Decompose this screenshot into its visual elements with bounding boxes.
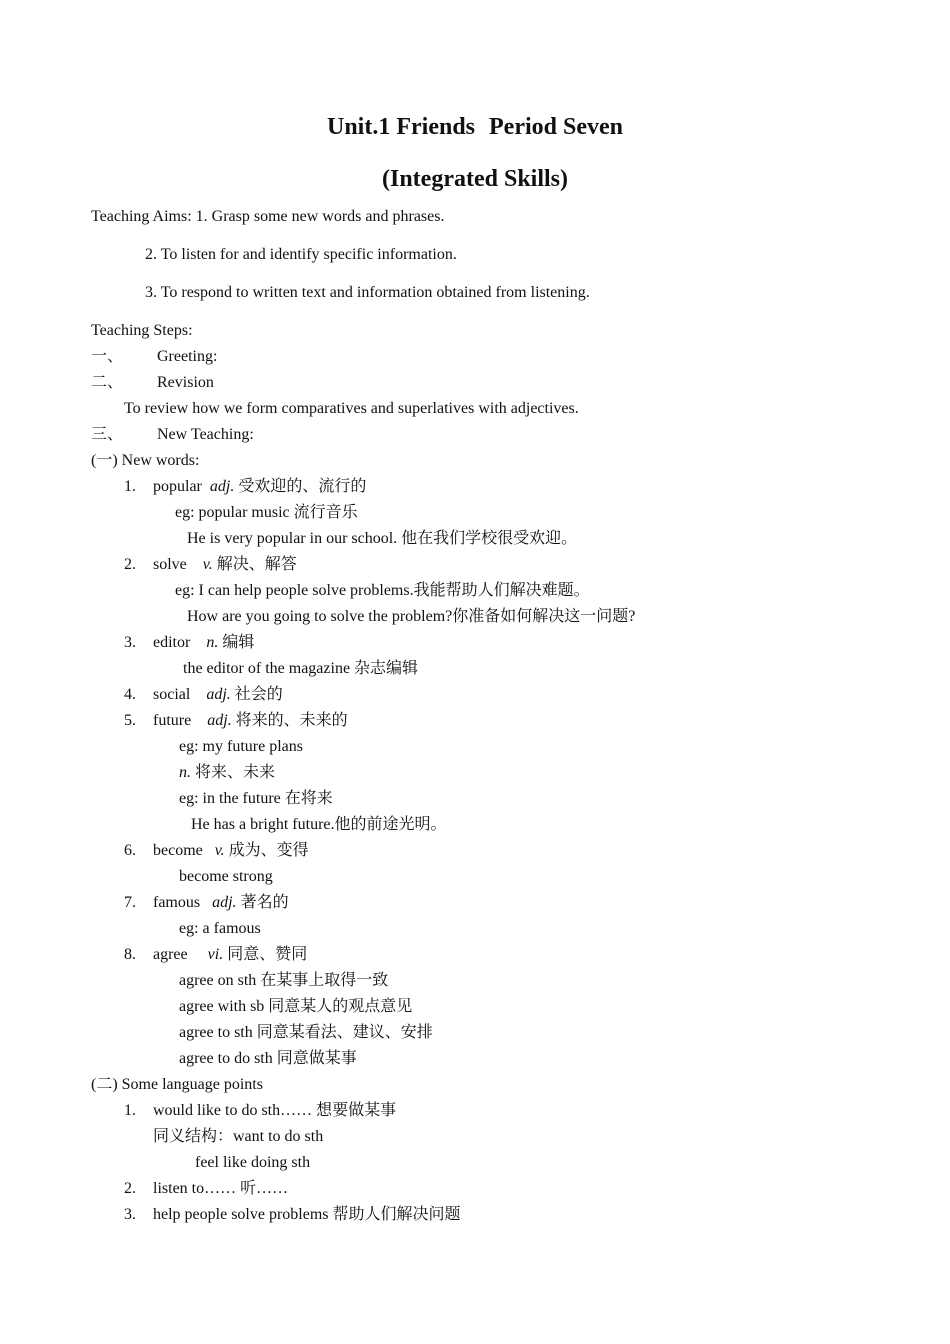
word-1-term: popular <box>153 478 202 495</box>
step-3-num: 三、 <box>91 426 124 443</box>
word-3-pos: n. <box>206 634 219 651</box>
step-3-text: New Teaching: <box>157 426 254 443</box>
word-6-example-1: become strong <box>179 868 273 885</box>
word-2-pos: v. <box>202 556 213 573</box>
word-6-term: become <box>153 842 203 859</box>
language-points-header: (二) Some language points <box>91 1076 263 1093</box>
point-1-synonym-1: 同义结构：want to do sth <box>153 1128 324 1145</box>
word-6-meaning: 成为、变得 <box>228 842 309 859</box>
word-5-example-3: He has a bright future.他的前途光明。 <box>191 816 447 833</box>
point-3-text: help people solve problems 帮助人们解决问题 <box>153 1206 461 1223</box>
word-1-entry <box>153 477 366 497</box>
word-2-example-1: eg: I can help people solve problems.我能帮助人们解决难题。 <box>175 582 590 599</box>
word-5-meaning: 将来的、未来的 <box>235 712 348 729</box>
word-3-meaning: 编辑 <box>222 634 255 651</box>
word-8-num: 8. <box>124 946 136 963</box>
word-4-num: 4. <box>124 686 136 703</box>
word-2-entry <box>153 555 297 575</box>
steps-label: Teaching Steps: <box>91 322 193 339</box>
aim-2: 2. To listen for and identify specific information. <box>145 246 457 263</box>
word-8-example-1: agree on sth 在某事上取得一致 <box>179 972 389 989</box>
step-1-text: Greeting: <box>157 348 218 365</box>
word-5-entry <box>153 711 348 731</box>
teaching-aims <box>91 207 444 227</box>
step-2-detail: To review how we form comparatives and superlatives with adjectives. <box>124 400 579 417</box>
word-7-term: famous <box>153 894 201 911</box>
aim-3: 3. To respond to written text and information obtained from listening. <box>145 284 590 301</box>
word-7-meaning: 著名的 <box>240 894 289 911</box>
word-8-example-2: agree with sb 同意某人的观点意见 <box>179 998 413 1015</box>
word-7-pos: adj. <box>212 894 237 911</box>
word-8-meaning: 同意、赞同 <box>227 946 308 963</box>
word-5-noun-sense <box>179 763 275 783</box>
step-2-num: 二、 <box>91 374 124 391</box>
aims-label: Teaching Aims: <box>91 208 192 225</box>
word-7-num: 7. <box>124 894 136 911</box>
word-5-term: future <box>153 712 192 729</box>
word-3-entry <box>153 633 254 653</box>
step-2-text: Revision <box>157 374 214 391</box>
word-5-example-1: eg: my future plans <box>179 738 303 755</box>
word-4-pos: adj. <box>206 686 231 703</box>
step-1-num: 一、 <box>91 348 124 365</box>
title-unit: Unit.1 Friends <box>327 114 476 140</box>
word-1-meaning: 受欢迎的、流行的 <box>238 478 367 495</box>
page-subtitle: (Integrated Skills) <box>382 166 568 192</box>
word-4-meaning: 社会的 <box>234 686 283 703</box>
word-7-example-1: eg: a famous <box>179 920 261 937</box>
word-1-pos: adj. <box>209 478 235 495</box>
word-6-pos: v. <box>214 842 225 859</box>
word-8-entry <box>153 945 307 965</box>
title-period: Period Seven <box>489 114 623 140</box>
word-4-entry <box>153 685 283 705</box>
word-1-example-1: eg: popular music 流行音乐 <box>175 504 358 521</box>
word-5-example-2: eg: in the future 在将来 <box>179 790 333 807</box>
word-8-term: agree <box>153 946 188 963</box>
word-4-term: social <box>153 686 191 703</box>
word-5-pos-2: n. <box>179 764 191 781</box>
new-words-header: (一) New words: <box>91 452 200 469</box>
page-title <box>0 112 950 142</box>
word-5-pos: adj. <box>207 712 232 729</box>
aim-1: 1. Grasp some new words and phrases. <box>195 208 445 225</box>
word-6-num: 6. <box>124 842 136 859</box>
word-3-example-1: the editor of the magazine 杂志编辑 <box>183 660 419 677</box>
point-1-num: 1. <box>124 1102 136 1119</box>
point-2-text: listen to…… 听…… <box>153 1180 289 1197</box>
word-1-num: 1. <box>124 478 136 495</box>
point-3-num: 3. <box>124 1206 136 1223</box>
word-5-num: 5. <box>124 712 136 729</box>
word-7-entry <box>153 893 289 913</box>
word-8-example-3: agree to sth 同意某看法、建议、安排 <box>179 1024 433 1041</box>
word-2-num: 2. <box>124 556 136 573</box>
word-5-meaning-2: 将来、未来 <box>195 764 276 781</box>
word-6-entry <box>153 841 309 861</box>
word-2-term: solve <box>153 556 187 573</box>
word-1-example-2: He is very popular in our school. 他在我们学校很受欢迎。 <box>187 530 578 547</box>
word-8-pos: vi. <box>207 946 224 963</box>
word-3-num: 3. <box>124 634 136 651</box>
word-2-meaning: 解决、解答 <box>216 556 297 573</box>
word-2-example-2: How are you going to solve the problem?你准备如何解决这一问题? <box>187 608 636 625</box>
word-3-term: editor <box>153 634 191 651</box>
point-2-num: 2. <box>124 1180 136 1197</box>
point-1-text: would like to do sth…… 想要做某事 <box>153 1102 397 1119</box>
point-1-synonym-2: feel like doing sth <box>195 1154 311 1171</box>
word-8-example-4: agree to do sth 同意做某事 <box>179 1050 357 1067</box>
